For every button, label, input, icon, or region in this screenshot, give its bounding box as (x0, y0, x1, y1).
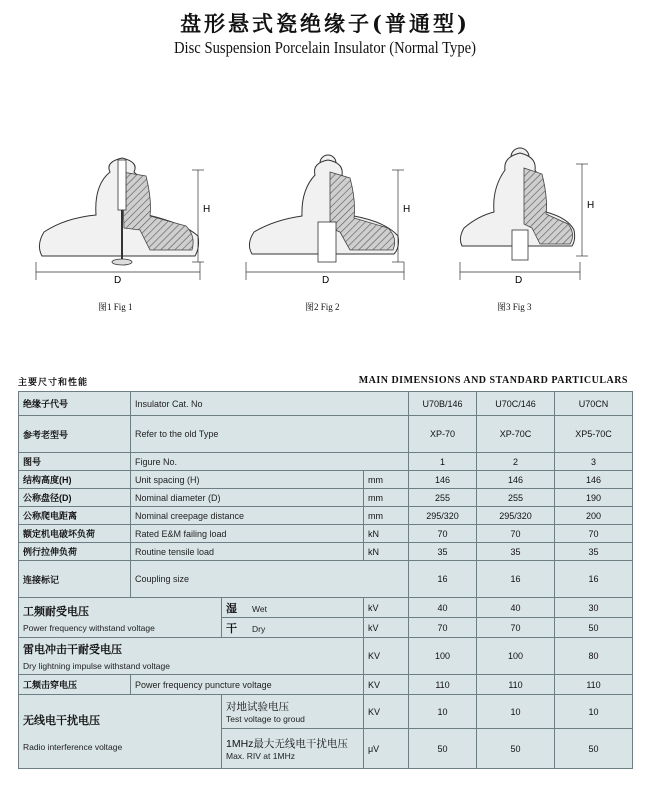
tensile-value-1: 35 (409, 543, 477, 561)
figure-no-value-2: 2 (477, 453, 555, 471)
creepage-cn: 公称爬电距离 (19, 507, 131, 525)
old-type-value-3: XP5-70C (555, 416, 633, 453)
figure-no-en: Figure No. (131, 453, 409, 471)
dry-unit: kV (364, 618, 409, 638)
riv-value-1: 50 (409, 729, 477, 769)
figure-1-drawing (36, 158, 204, 280)
test-voltage-unit: KV (364, 695, 409, 729)
nominal-diameter-value-3: 190 (555, 489, 633, 507)
lightning-value-2: 100 (477, 638, 555, 675)
figure-no-cn: 图号 (19, 453, 131, 471)
coupling-value-2: 16 (477, 561, 555, 598)
em-load-en: Rated E&M failing load (131, 525, 364, 543)
power-freq-label (19, 598, 222, 638)
puncture-value-1: 110 (409, 675, 477, 695)
creepage-en: Nominal creepage distance (131, 507, 364, 525)
radio-en: Radio interference voltage (23, 741, 123, 752)
test-voltage-label (222, 695, 364, 729)
table-row (19, 561, 633, 598)
table-row (19, 598, 633, 618)
dry-value-1: 70 (409, 618, 477, 638)
test-voltage-en: Test voltage to groud (226, 714, 305, 724)
figure-3-h-label: H (587, 200, 595, 211)
radio-label (19, 695, 222, 769)
section-title-en: MAIN DIMENSIONS AND STANDARD PARTICULARS (358, 375, 628, 386)
wet-value-1: 40 (409, 598, 477, 618)
em-load-value-2: 70 (477, 525, 555, 543)
figure-2-h-label: H (403, 204, 411, 215)
page-title-cn: 盘形悬式瓷绝缘子(普通型) (180, 11, 470, 36)
creepage-unit: mm (364, 507, 409, 525)
unit-spacing-unit: mm (364, 471, 409, 489)
table-row (19, 489, 633, 507)
table-row (19, 695, 633, 729)
creepage-value-3: 200 (555, 507, 633, 525)
radio-cn: 无线电干扰电压 (23, 714, 100, 727)
section-title-cn: 主要尺寸和性能 (18, 377, 89, 387)
test-voltage-cn: 对地试验电压 (226, 701, 289, 713)
wet-en: Wet (252, 603, 267, 614)
spec-table (18, 391, 633, 769)
lightning-unit: KV (364, 638, 409, 675)
figure-1-d-label: D (114, 275, 122, 286)
table-row (19, 392, 633, 416)
wet-label (222, 598, 364, 618)
riv-value-2: 50 (477, 729, 555, 769)
page-title-en: Disc Suspension Porcelain Insulator (Normal Type) (173, 38, 477, 57)
puncture-en: Power frequency puncture voltage (131, 675, 364, 695)
puncture-unit: KV (364, 675, 409, 695)
old-type-en: Refer to the old Type (131, 416, 409, 453)
coupling-en: Coupling size (131, 561, 409, 598)
wet-cn: 湿 (226, 602, 237, 615)
lightning-value-3: 80 (555, 638, 633, 675)
test-voltage-value-1: 10 (409, 695, 477, 729)
puncture-cn: 工频击穿电压 (19, 675, 131, 695)
lightning-cn: 雷电冲击干耐受电压 (23, 644, 122, 656)
table-row (19, 675, 633, 695)
riv-cn: 1MHz最大无线电干扰电压 (226, 738, 348, 750)
figure-2-caption: 图2 Fig 2 (305, 302, 340, 312)
tensile-cn: 例行拉伸负荷 (19, 543, 131, 561)
wet-value-3: 30 (555, 598, 633, 618)
puncture-value-3: 110 (555, 675, 633, 695)
lightning-label (19, 638, 364, 675)
em-load-value-1: 70 (409, 525, 477, 543)
cat-no-en: Insulator Cat. No (131, 392, 409, 416)
dry-label (222, 618, 364, 638)
unit-spacing-cn: 结构高度(H) (19, 471, 131, 489)
unit-spacing-en: Unit spacing (H) (131, 471, 364, 489)
figure-1-h-label: H (203, 204, 211, 215)
table-row (19, 525, 633, 543)
figure-2-d-label: D (322, 275, 330, 286)
figure-no-value-1: 1 (409, 453, 477, 471)
table-row (19, 507, 633, 525)
riv-value-3: 50 (555, 729, 633, 769)
figure-no-value-3: 3 (555, 453, 633, 471)
tensile-unit: kN (364, 543, 409, 561)
power-freq-en: Power frequency withstand voltage (23, 622, 155, 633)
lightning-value-1: 100 (409, 638, 477, 675)
nominal-diameter-unit: mm (364, 489, 409, 507)
cat-no-cn: 绝缘子代号 (19, 392, 131, 416)
riv-unit: μV (364, 729, 409, 769)
wet-value-2: 40 (477, 598, 555, 618)
old-type-cn: 参考老型号 (19, 416, 131, 453)
figure-1-caption: 图1 Fig 1 (98, 302, 133, 312)
tensile-en: Routine tensile load (131, 543, 364, 561)
creepage-value-2: 295/320 (477, 507, 555, 525)
tensile-value-3: 35 (555, 543, 633, 561)
dry-cn: 干 (226, 622, 237, 635)
figure-3-d-label: D (515, 275, 523, 286)
cat-no-value-2: U70C/146 (477, 392, 555, 416)
tensile-value-2: 35 (477, 543, 555, 561)
nominal-diameter-en: Nominal diameter (D) (131, 489, 364, 507)
dry-value-2: 70 (477, 618, 555, 638)
coupling-value-1: 16 (409, 561, 477, 598)
cat-no-value-3: U70CN (555, 392, 633, 416)
em-load-value-3: 70 (555, 525, 633, 543)
figure-3-drawing (460, 148, 588, 280)
cat-no-value-1: U70B/146 (409, 392, 477, 416)
insulator-figures (0, 140, 650, 320)
riv-en: Max. RIV at 1MHz (226, 751, 295, 761)
dry-en: Dry (252, 623, 266, 634)
creepage-value-1: 295/320 (409, 507, 477, 525)
table-row (19, 543, 633, 561)
riv-label (222, 729, 364, 769)
unit-spacing-value-2: 146 (477, 471, 555, 489)
nominal-diameter-value-1: 255 (409, 489, 477, 507)
power-freq-cn: 工频耐受电压 (23, 605, 89, 618)
table-row (19, 471, 633, 489)
unit-spacing-value-1: 146 (409, 471, 477, 489)
dry-value-3: 50 (555, 618, 633, 638)
table-row (19, 638, 633, 675)
test-voltage-value-2: 10 (477, 695, 555, 729)
nominal-diameter-cn: 公称盘径(D) (19, 489, 131, 507)
test-voltage-value-3: 10 (555, 695, 633, 729)
figure-3-caption: 图3 Fig 3 (497, 302, 532, 312)
em-load-cn: 额定机电破坏负荷 (19, 525, 131, 543)
coupling-cn: 连接标记 (19, 561, 131, 598)
table-row (19, 416, 633, 453)
old-type-value-2: XP-70C (477, 416, 555, 453)
lightning-en: Dry lightning impulse withstand voltage (23, 661, 170, 671)
unit-spacing-value-3: 146 (555, 471, 633, 489)
puncture-value-2: 110 (477, 675, 555, 695)
wet-unit: kV (364, 598, 409, 618)
table-row (19, 453, 633, 471)
old-type-value-1: XP-70 (409, 416, 477, 453)
nominal-diameter-value-2: 255 (477, 489, 555, 507)
coupling-value-3: 16 (555, 561, 633, 598)
em-load-unit: kN (364, 525, 409, 543)
figure-2-drawing (246, 155, 404, 280)
